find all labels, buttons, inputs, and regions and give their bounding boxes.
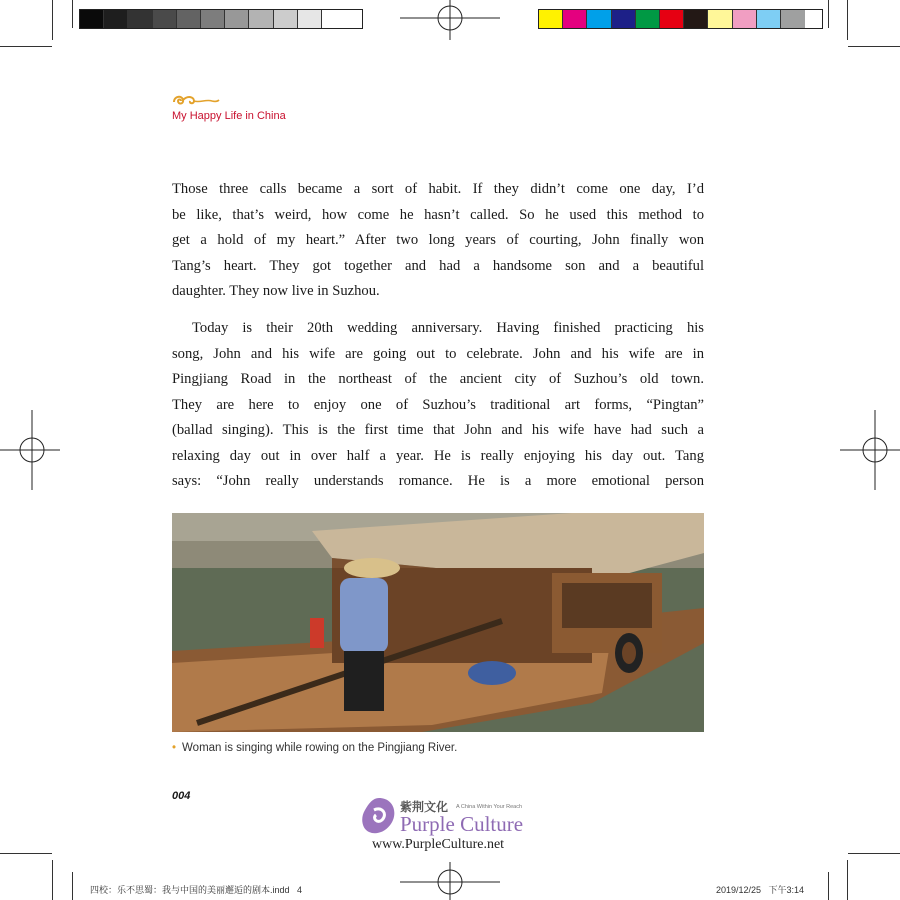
paragraph-2: [172, 316, 704, 495]
text-line: song, John and his wife are going out to celebrate. John and his wife are in: [172, 345, 704, 362]
crop-mark: [828, 0, 829, 28]
text-line: Those three calls became a sort of habit. If they didn’t come one day, I’d: [172, 181, 704, 197]
process-swatch: [757, 10, 781, 28]
text-line: relaxing day out in over half a year. He is really enjoying his day out. Tang: [172, 447, 704, 464]
process-swatch: [539, 10, 563, 28]
crop-mark: [848, 853, 900, 854]
process-swatch: [587, 10, 611, 28]
paragraph-1: [172, 177, 704, 305]
registration-mark-left: [0, 410, 60, 490]
running-head: My Happy Life in China: [172, 110, 286, 122]
gray-swatch: [225, 10, 249, 28]
caption-text: Woman is singing while rowing on the Pingjiang River.: [182, 742, 458, 754]
caption-bullet: •: [172, 742, 177, 754]
gray-swatch: [298, 10, 322, 28]
text-line: (ballad singing). This is the first time that John and his wife have had such a: [172, 422, 704, 438]
registration-mark-bottom: [400, 862, 500, 900]
watermark-chinese-name: 紫荆文化: [400, 800, 449, 814]
text-line: get a hold of my heart.” After two long years of courting, John finally won: [172, 232, 704, 248]
gray-swatch: [80, 10, 104, 28]
crop-mark: [52, 0, 53, 40]
crop-mark: [0, 46, 52, 47]
process-swatch: [612, 10, 636, 28]
text-line: They are here to enjoy one of Suzhou’s traditional art forms, “Pingtan”: [172, 396, 704, 413]
gray-swatch: [104, 10, 128, 28]
crop-mark: [72, 0, 73, 28]
page-number: 004: [172, 790, 191, 802]
process-swatch: [660, 10, 684, 28]
gray-swatch: [322, 10, 346, 28]
watermark-brand: Purple Culture: [400, 812, 524, 836]
process-color-bar: [538, 9, 823, 29]
text-line: daughter. They now live in Suzhou.: [172, 283, 380, 299]
text-line: Today is their 20th wedding anniversary. Having finished practicing his: [192, 320, 704, 336]
text-line: be like, that’s weird, how come he hasn’t called. So he used this method to: [172, 206, 704, 223]
slug-filename: 四校：乐不思蜀：我与中国的美丽邂逅的剧本.indd 4: [90, 885, 303, 895]
gray-swatch: [177, 10, 201, 28]
gray-swatch: [274, 10, 298, 28]
boat-photo-illustration: [172, 513, 704, 732]
gray-swatch: [249, 10, 273, 28]
registration-mark-right: [840, 410, 900, 490]
process-swatch: [563, 10, 587, 28]
process-swatch: [708, 10, 732, 28]
crop-mark: [828, 872, 829, 900]
crop-mark: [52, 860, 53, 900]
slug-timestamp: 2019/12/25 下午3:14: [716, 885, 805, 895]
grayscale-color-bar: [79, 9, 363, 29]
registration-mark-top: [400, 0, 500, 40]
purple-culture-logo-icon: [360, 796, 398, 838]
process-swatch: [684, 10, 708, 28]
cloud-ornament-icon: [172, 93, 220, 107]
watermark-url: www.PurpleCulture.net: [372, 837, 505, 852]
process-swatch: [636, 10, 660, 28]
gray-swatch: [201, 10, 225, 28]
process-swatch: [733, 10, 757, 28]
gray-swatch: [128, 10, 152, 28]
text-line: Tang’s heart. They got together and had a handsome son and a beautiful: [172, 257, 704, 274]
crop-mark: [848, 46, 900, 47]
process-swatch: [781, 10, 805, 28]
watermark-tagline: A China Within Your Reach: [456, 804, 523, 810]
text-line: says: “John really understands romance. He is a more emotional person: [172, 473, 704, 489]
crop-mark: [0, 853, 52, 854]
crop-mark: [847, 0, 848, 40]
crop-mark: [847, 860, 848, 900]
photo-caption: [172, 742, 457, 754]
gray-swatch: [153, 10, 177, 28]
crop-mark: [72, 872, 73, 900]
text-line: Pingjiang Road in the northeast of the ancient city of Suzhou’s old town.: [172, 371, 704, 387]
boat-photo: [172, 513, 704, 732]
